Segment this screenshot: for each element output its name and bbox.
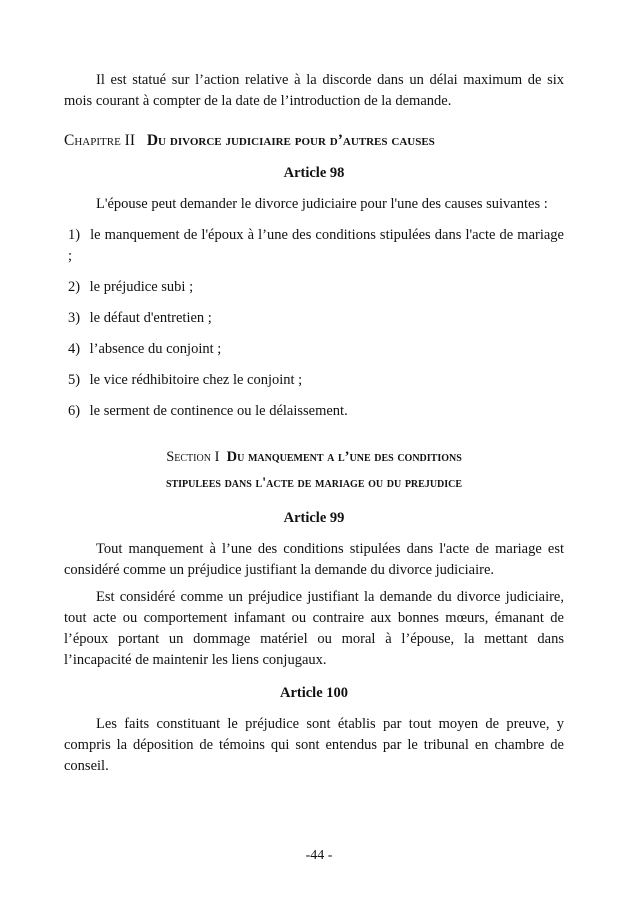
chapter-label: Chapitre II bbox=[64, 132, 135, 149]
article-100-paragraph-1: Les faits constituant le préjudice sont établis par tout moyen de preuve, y compris la déposition de témoins qui sont entendus par le tribunal en chambre de conseil. bbox=[64, 716, 564, 774]
article-98-title: Article 98 bbox=[283, 165, 345, 181]
article-100-title: Article 100 bbox=[279, 685, 349, 701]
list-item: 5) le vice rédhibitoire chez le conjoint ; bbox=[68, 372, 303, 388]
list-item: 4) l’absence du conjoint ; bbox=[68, 341, 222, 357]
section-title-line2: stipulees dans l'acte de mariage ou du prejudice bbox=[165, 475, 463, 491]
list-item: 2) le préjudice subi ; bbox=[68, 279, 194, 295]
page-number: -44 - bbox=[305, 848, 333, 863]
section-label: Section I bbox=[166, 449, 220, 465]
section-heading bbox=[64, 444, 564, 496]
list-item: 3) le défaut d'entretien ; bbox=[68, 310, 212, 326]
chapter-title: Du divorce judiciaire pour d’autres causes bbox=[146, 132, 435, 149]
article-98-lead: L'épouse peut demander le divorce judiciaire pour l'une des causes suivantes : bbox=[96, 196, 548, 212]
list-item: 6) le serment de continence ou le délaissement. bbox=[68, 403, 348, 419]
article-99-paragraph-2: Est considéré comme un préjudice justifiant la demande du divorce judiciaire, tout acte ou comportement infamant ou contraire aux bonnes mœurs, émanant de l’époux portant un dommage matériel ou moral à l’épouse, la mettant dans l’incapacité de maintenir les liens conjugaux. bbox=[64, 589, 564, 668]
document-page bbox=[64, 70, 564, 777]
article-99-paragraph-1: Tout manquement à l’une des conditions stipulées dans l'acte de mariage est considéré comme un préjudice justifiant la demande du divorce judiciaire. bbox=[64, 541, 564, 578]
article-99-title: Article 99 bbox=[283, 510, 345, 526]
list-item: 1) le manquement de l'époux à l’une des conditions stipulées dans l'acte de mariage ; bbox=[68, 227, 564, 264]
section-title-line1: Du manquement a l’une des conditions bbox=[226, 449, 462, 465]
chapter-heading bbox=[64, 130, 564, 151]
intro-paragraph: Il est statué sur l’action relative à la discorde dans un délai maximum de six mois courant à compter de la date de l’introduction de la demande. bbox=[64, 72, 564, 109]
